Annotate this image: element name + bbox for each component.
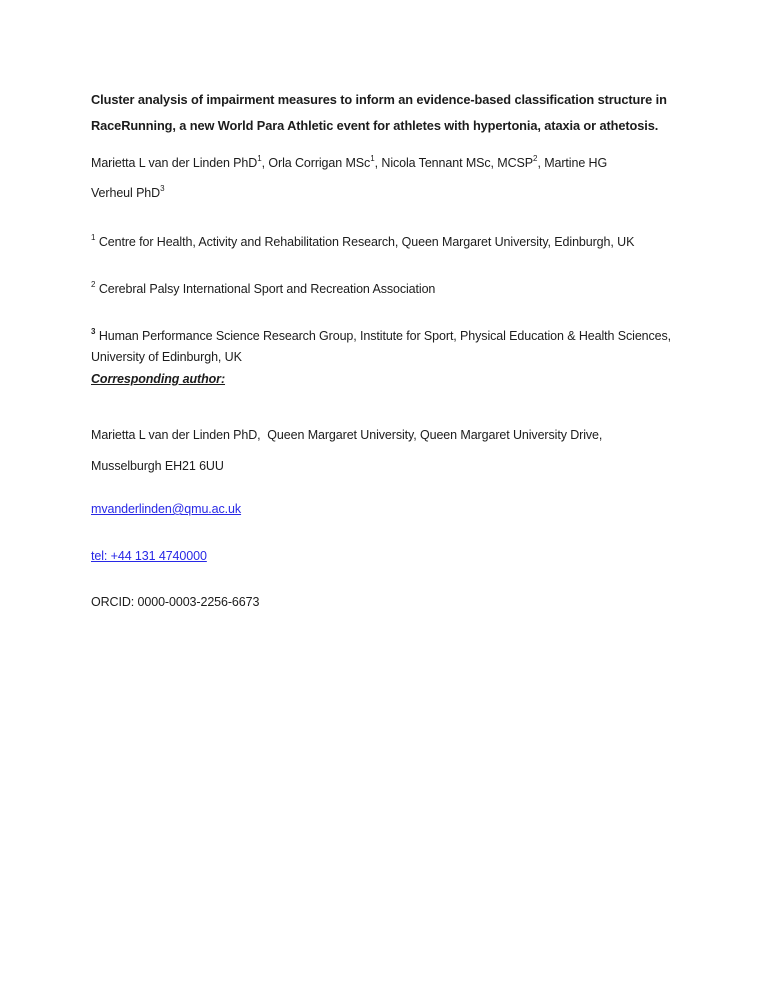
affiliation-superscript: 2 [533, 153, 538, 163]
author-name: , Martine HG [537, 156, 608, 170]
paper-title [91, 87, 667, 139]
affiliation-text: Centre for Health, Activity and Rehabilitation Research, Queen Margaret University, Edinburgh, UK [98, 235, 635, 249]
affiliation-3 [91, 326, 671, 368]
affiliation-superscript: 1 [257, 153, 262, 163]
affiliation-marker: 2 [91, 279, 96, 289]
affiliation-3-line-1 [91, 326, 671, 347]
affiliation-superscript: 1 [370, 153, 375, 163]
corresponding-author-heading-text: Corresponding author: [91, 372, 226, 386]
email-link[interactable]: mvanderlinden@qmu.ac.uk [91, 502, 242, 516]
affiliation-marker: 3 [91, 326, 96, 336]
author-list [91, 148, 607, 208]
affiliation-superscript: 3 [160, 183, 165, 193]
author-name: Verheul PhD [91, 186, 161, 200]
corresponding-author-heading [91, 372, 225, 386]
corresponding-author-address [91, 420, 602, 482]
author-list-line-1 [91, 148, 607, 178]
affiliation-marker: 1 [91, 232, 96, 242]
affiliation-1 [91, 232, 635, 249]
address-line-1: Marietta L van der Linden PhD, Queen Margaret University, Queen Margaret University Drive, [91, 428, 603, 442]
email-row [91, 502, 241, 516]
affiliation-3-line-2: University of Edinburgh, UK [91, 350, 242, 364]
author-list-line-2 [91, 178, 607, 208]
phone-row [91, 549, 207, 563]
affiliation-text: Cerebral Palsy International Sport and Recreation Association [98, 282, 436, 296]
affiliation-2 [91, 279, 436, 296]
affiliation-text: Human Performance Science Research Group, Institute for Sport, Physical Education & Health Sciences, [98, 329, 672, 343]
paper-title-line-1: Cluster analysis of impairment measures to inform an evidence-based classification structure in [91, 92, 667, 107]
paper-title-line-2: RaceRunning, a new World Para Athletic event for athletes with hypertonia, ataxia or athetosis. [91, 118, 659, 133]
orcid-line: ORCID: 0000-0003-2256-6673 [91, 595, 260, 609]
phone-link[interactable]: tel: +44 131 4740000 [91, 549, 207, 563]
author-name: , Orla Corrigan MSc [261, 156, 371, 170]
author-name: Marietta L van der Linden PhD [91, 156, 258, 170]
address-line-2: Musselburgh EH21 6UU [91, 459, 224, 473]
author-name: , Nicola Tennant MSc, MCSP [374, 156, 533, 170]
